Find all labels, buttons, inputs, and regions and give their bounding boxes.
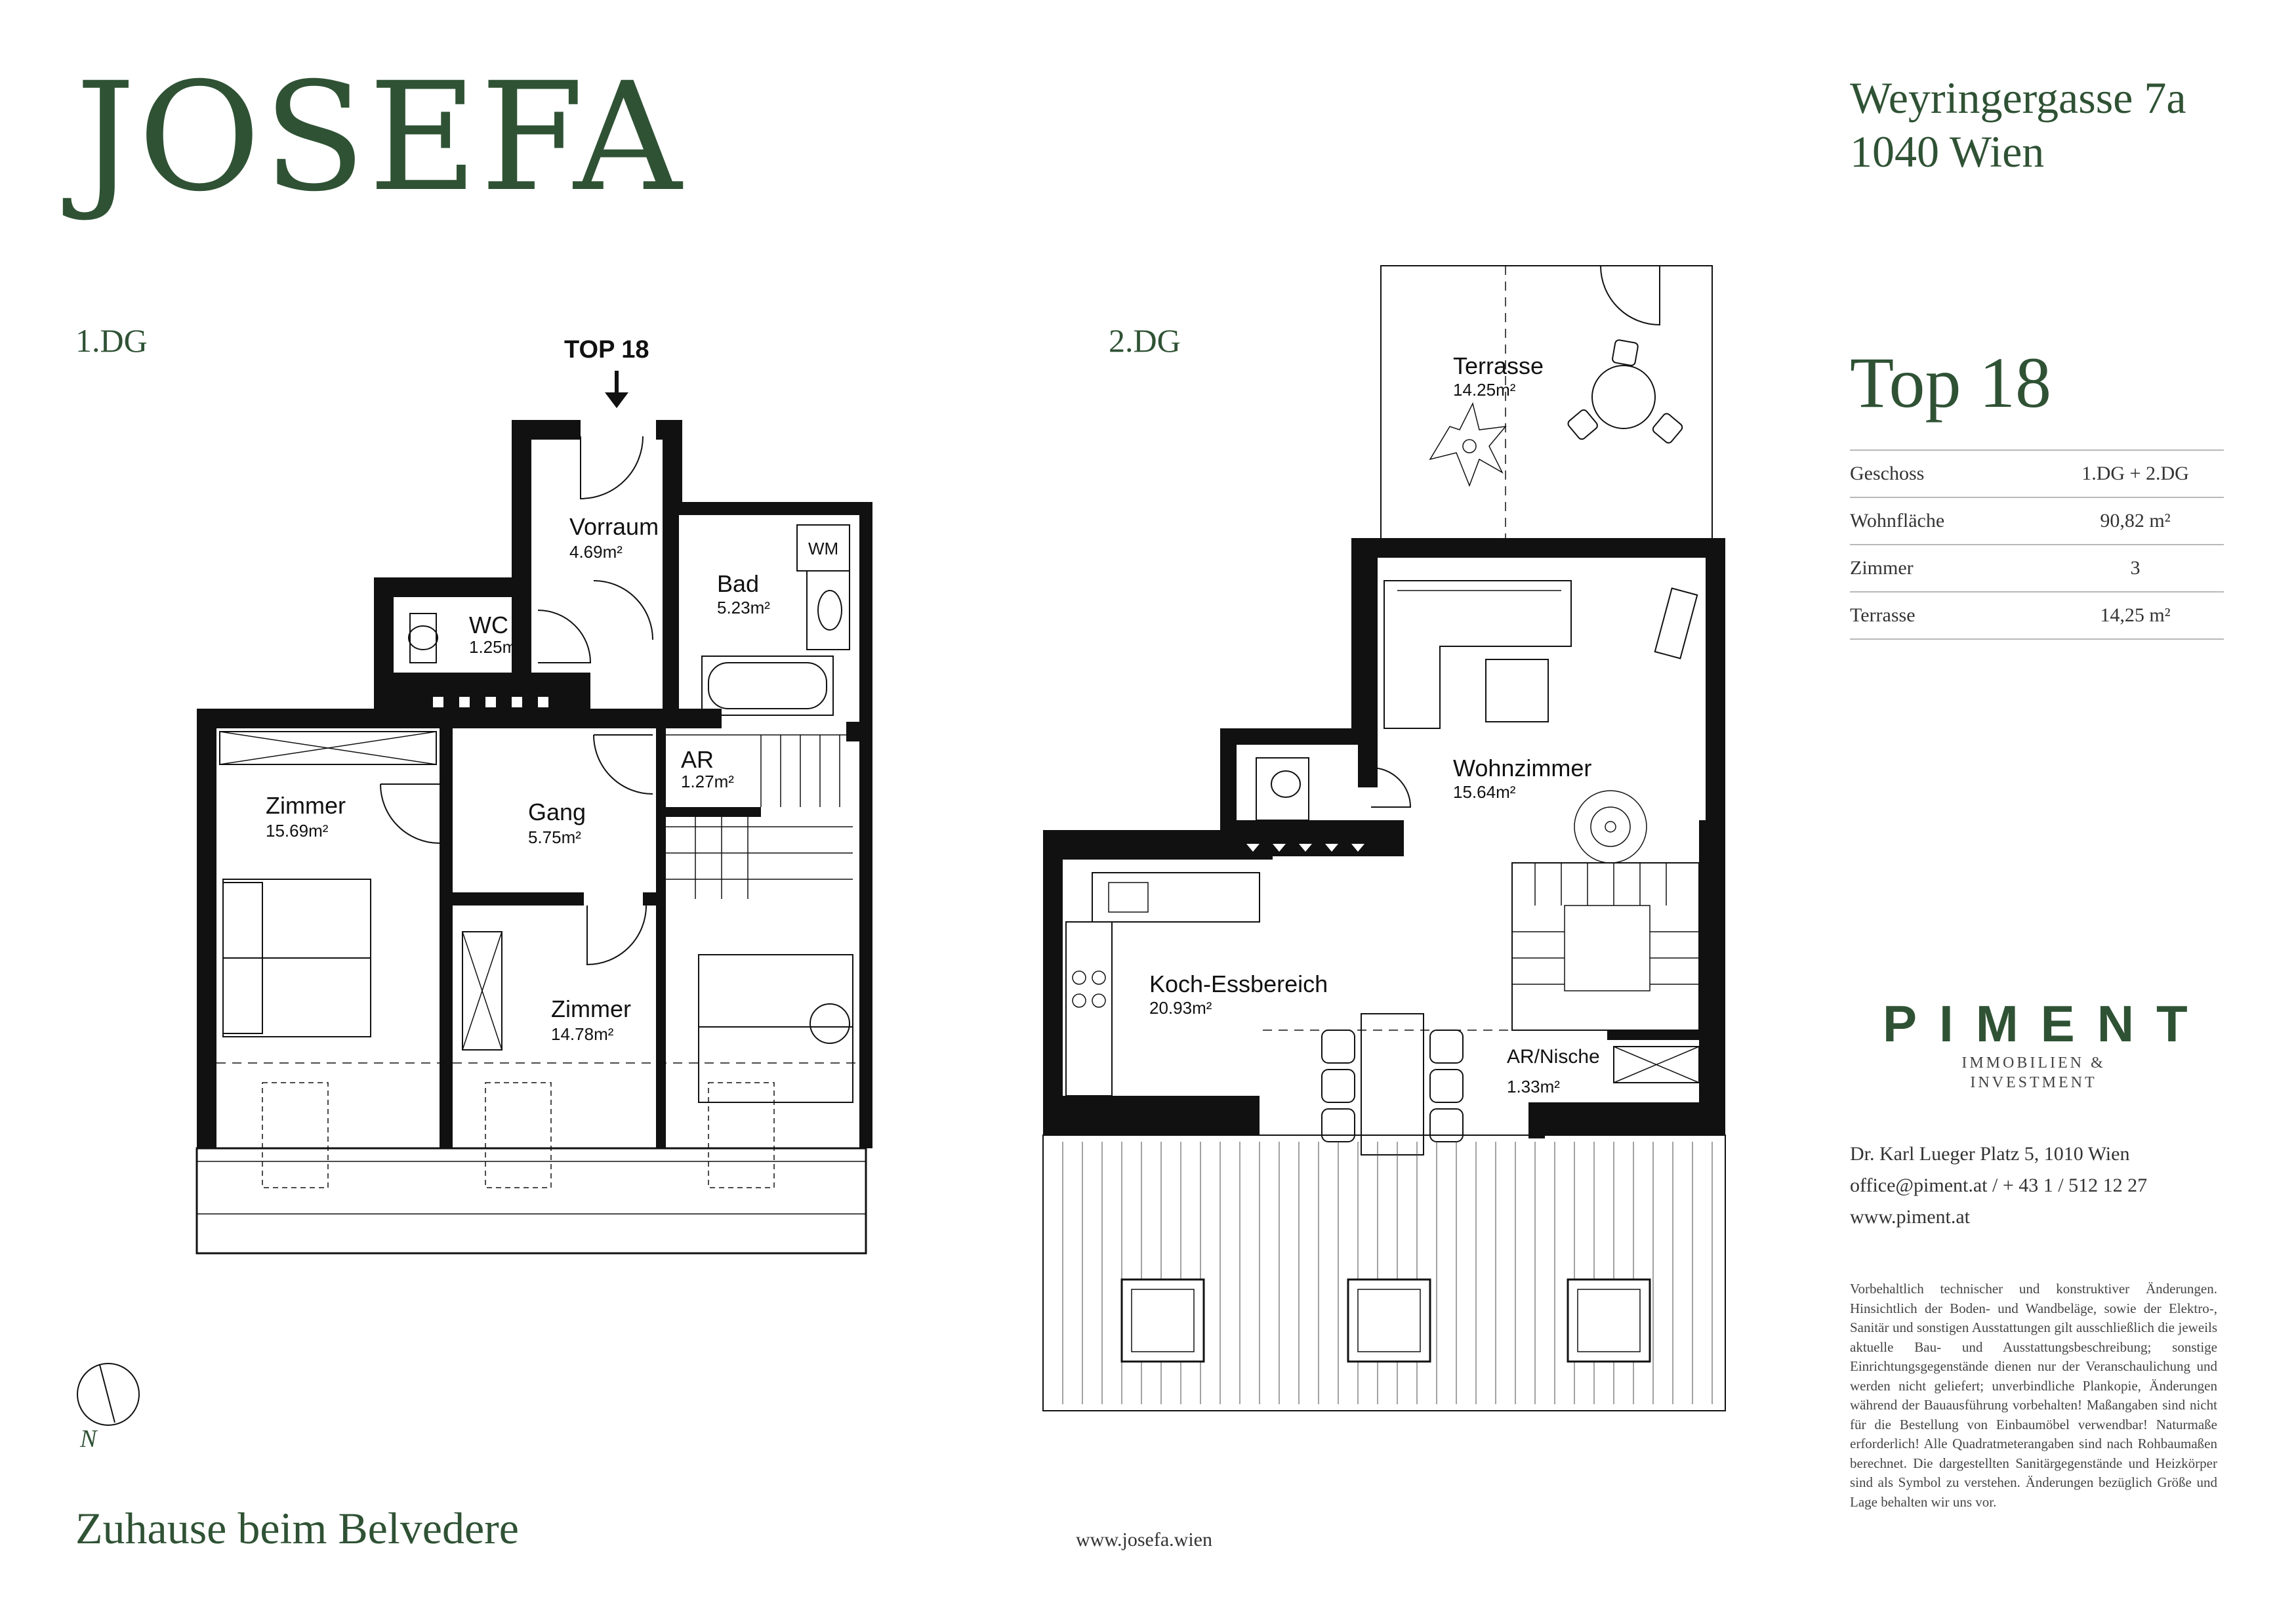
summary-row-rooms: Zimmer 3 (1850, 544, 2224, 591)
plant-icon-living (1574, 791, 1647, 863)
floor-label-lower: 1.DG (75, 322, 148, 359)
room-area-ar-nische: 1.33m² (1507, 1077, 1560, 1096)
room-area-wohnzimmer: 15.64m² (1453, 782, 1516, 802)
summary-row-area: Wohnfläche 90,82 m² (1850, 497, 2224, 544)
room-name-wc: WC (469, 612, 508, 638)
agent-address: Dr. Karl Lueger Platz 5, 1010 Wien (1850, 1143, 2130, 1165)
entrance-arrow-icon (605, 371, 628, 408)
room-area-gang: 5.75m² (528, 827, 581, 847)
address-street: Weyringergasse 7a (1850, 73, 2186, 123)
agent-website-link[interactable]: www.piment.at (1850, 1206, 1971, 1228)
room-area-zimmer-right: 14.78m² (551, 1024, 614, 1044)
plant-icon-terrace (1430, 404, 1506, 486)
piment-subtitle: IMMOBILIEN & INVESTMENT (1961, 1054, 2106, 1091)
room-name-terrasse: Terrasse (1453, 352, 1544, 379)
fixture-washer: WM (808, 539, 839, 558)
room-name-wohnzimmer: Wohnzimmer (1453, 755, 1592, 781)
agent-email-phone[interactable]: office@piment.at / + 43 1 / 512 12 27 (1850, 1175, 2148, 1196)
unit-title: Top 18 (1850, 343, 2052, 423)
room-name-zimmer-left: Zimmer (266, 792, 346, 819)
room-area-bad: 5.23m² (717, 598, 770, 617)
room-area-ar: 1.27m² (681, 772, 734, 791)
address-city: 1040 Wien (1850, 127, 2045, 177)
tagline: Zuhause beim Belvedere (75, 1503, 519, 1553)
room-name-ar-nische: AR/Nische (1507, 1046, 1600, 1068)
room-area-wc: 1.25m² (469, 637, 522, 657)
room-area-koch-essbereich: 20.93m² (1149, 998, 1212, 1018)
room-name-vorraum: Vorraum (569, 513, 659, 540)
room-name-zimmer-right: Zimmer (551, 995, 631, 1022)
summary-row-terrace: Terrasse 14,25 m² (1850, 591, 2224, 640)
room-name-bad: Bad (717, 570, 760, 597)
unit-entrance-label: TOP 18 (564, 336, 649, 364)
website-link[interactable]: www.josefa.wien (1076, 1529, 1212, 1551)
compass-label: N (80, 1425, 97, 1453)
room-name-gang: Gang (528, 799, 586, 825)
legal-disclaimer: Vorbehaltlich technischer und konstruktiver Änderungen. Hinsichtlich der Boden- und Wandbeläge, sowie der Elektro-, Sanitär und sonstigen Ausstattungen gilt ausschließlich die jeweils aktuelle Bau- und Ausstattungsbeschreibung; sonstige Einrichtungsgegenstände dienen nur der Veranschaulichung und werden nicht geliefert; unverbindliche Plankopie, Änderungen während der Bauausführung vorbehalten! Maßangaben sind nicht für die Bestellung von Einbaumöbel verwendbar! Naturmaße erforderlich! Alle Quadratmeterangaben sind nach Rohbaumaßen berechnet. Die dargestellten Sanitärgegenstände und Heizkörper sind als Symbol zu verstehen. Änderungen bezüglich Größe und Lage behalten wir uns vor. (1850, 1281, 2217, 1510)
room-name-koch-essbereich: Koch-Essbereich (1149, 970, 1328, 997)
summary-row-floor: Geschoss 1.DG + 2.DG (1850, 449, 2224, 497)
floorplan-upper (1043, 266, 1725, 1411)
piment-logo: PIMENT (1883, 995, 2210, 1052)
josefa-logo: JOSEFA (75, 50, 684, 224)
room-area-vorraum: 4.69m² (569, 542, 623, 562)
room-area-zimmer-left: 15.69m² (266, 821, 329, 841)
room-area-terrasse: 14.25m² (1453, 380, 1516, 400)
floor-label-upper: 2.DG (1109, 322, 1181, 359)
room-name-ar: AR (681, 746, 714, 773)
compass-north-icon (77, 1364, 139, 1453)
floorplan-lower (197, 336, 872, 1253)
